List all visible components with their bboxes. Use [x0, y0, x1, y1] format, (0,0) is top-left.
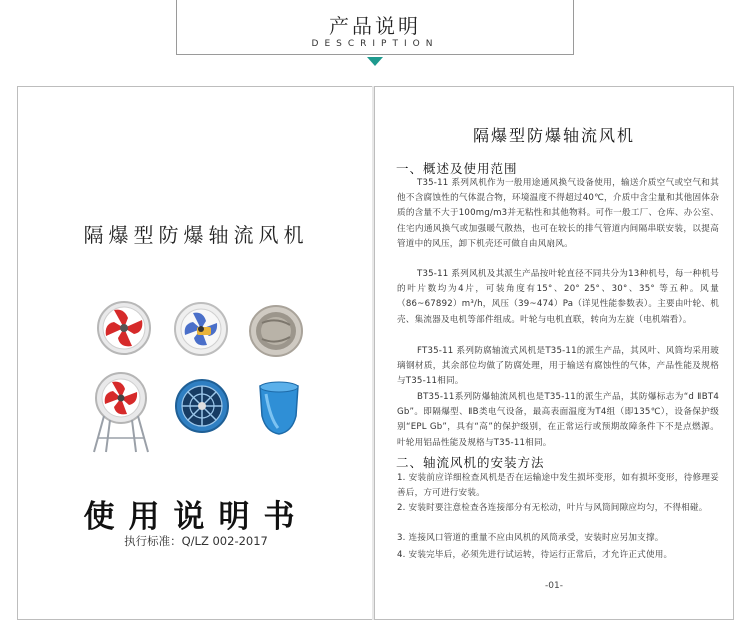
section-1-paragraph: T35-11 系列风机及其派生产品按叶轮直径不同共分为13种机号，每一种机号的叶片数均为4片，可装角度有15°、20° 25°、30°、35° 等五种。风量（86~67892）m³/h，风压（39~474）Pa（详见性能参数表）。主要由叶轮、机壳、集流器及电机等部件组成。叶轮与电机直联，转向为左旋（电机端看）。 [397, 269, 719, 325]
header-title: 产品说明 [329, 14, 421, 38]
page-number: -01- [545, 581, 563, 591]
section-2-heading: 二、轴流风机的安装方法 [396, 455, 545, 470]
install-step: 4. 安装完毕后，必须先进行试运转，待运行正常后，才允许正式使用。 [397, 550, 673, 560]
blue-cowl-fan-icon [252, 380, 306, 436]
section-1-paragraph: T35-11 系列风机作为一般用途通风换气设备使用，输送介质空气或空气和其他不含腐蚀性的气体混合物，环境温度不得超过40℃，介质中含尘量和其他固体杂质的含量不大于100mg/m3并无粘性和其他物料。可作一般工厂、仓库、办公室、住宅内通风换气或加强暖气散热，也可在较长的排气管道内间隔串联安装，以提高管道中的风压，卸下机壳还可做自由风扇风。 [397, 178, 719, 249]
description-header [0, 0, 750, 72]
header-down-arrow-icon [367, 57, 383, 66]
blue-housing-fan-icon [174, 378, 230, 434]
stand-red-fan-icon [90, 370, 152, 454]
header-subtitle: DESCRIPTION [311, 39, 439, 49]
gray-cylinder-fan-icon [248, 303, 304, 359]
manual-inner-page [374, 86, 734, 620]
cover-standard-code: 执行标准：Q/LZ 002-2017 [124, 534, 268, 548]
inner-page-title: 隔爆型防爆轴流风机 [472, 126, 635, 145]
install-step: 1. 安装前应详细检查风机是否在运输途中发生损坏变形，如有损坏变形，待修理妥善后，方可进行安装。 [397, 473, 719, 499]
red-blade-fan-icon [96, 300, 152, 356]
cover-product-title: 隔爆型防爆轴流风机 [83, 223, 309, 247]
cover-manual-title: 使用说明书 [83, 499, 309, 535]
section-1-heading: 一、概述及使用范围 [396, 161, 518, 176]
install-step: 3. 连接风口管道的重量不应由风机的风筒承受，安装时应另加支撑。 [397, 533, 664, 543]
manual-cover-page [17, 86, 375, 620]
blue-hub-fan-icon [173, 301, 229, 357]
section-1-paragraph: FT35-11 系列防腐轴流式风机是T35-11的派生产品，其风叶、风筒均采用玻璃钢材质，其余部位均做了防腐处理，用于输送有腐蚀性的气体，产品性能及规格与T35-11相同。 [397, 346, 719, 387]
section-1-paragraph: BT35-11系列防爆轴流风机也是T35-11的派生产品，其防爆标志为“d ⅡBT4 Gb”。即隔爆型、ⅡB类电气设备，最高表面温度为T4组（即135℃），设备保护级别“EPL Gb”，具有“高”的保护级别，在正常运行或预期故障条件下不是点燃源。叶轮用铝品性能及规格与T35-11相同。 [397, 392, 719, 448]
install-step: 2. 安装时要注意检查各连接部分有无松动，叶片与风筒间隙应均匀，不得相碰。 [397, 503, 708, 513]
